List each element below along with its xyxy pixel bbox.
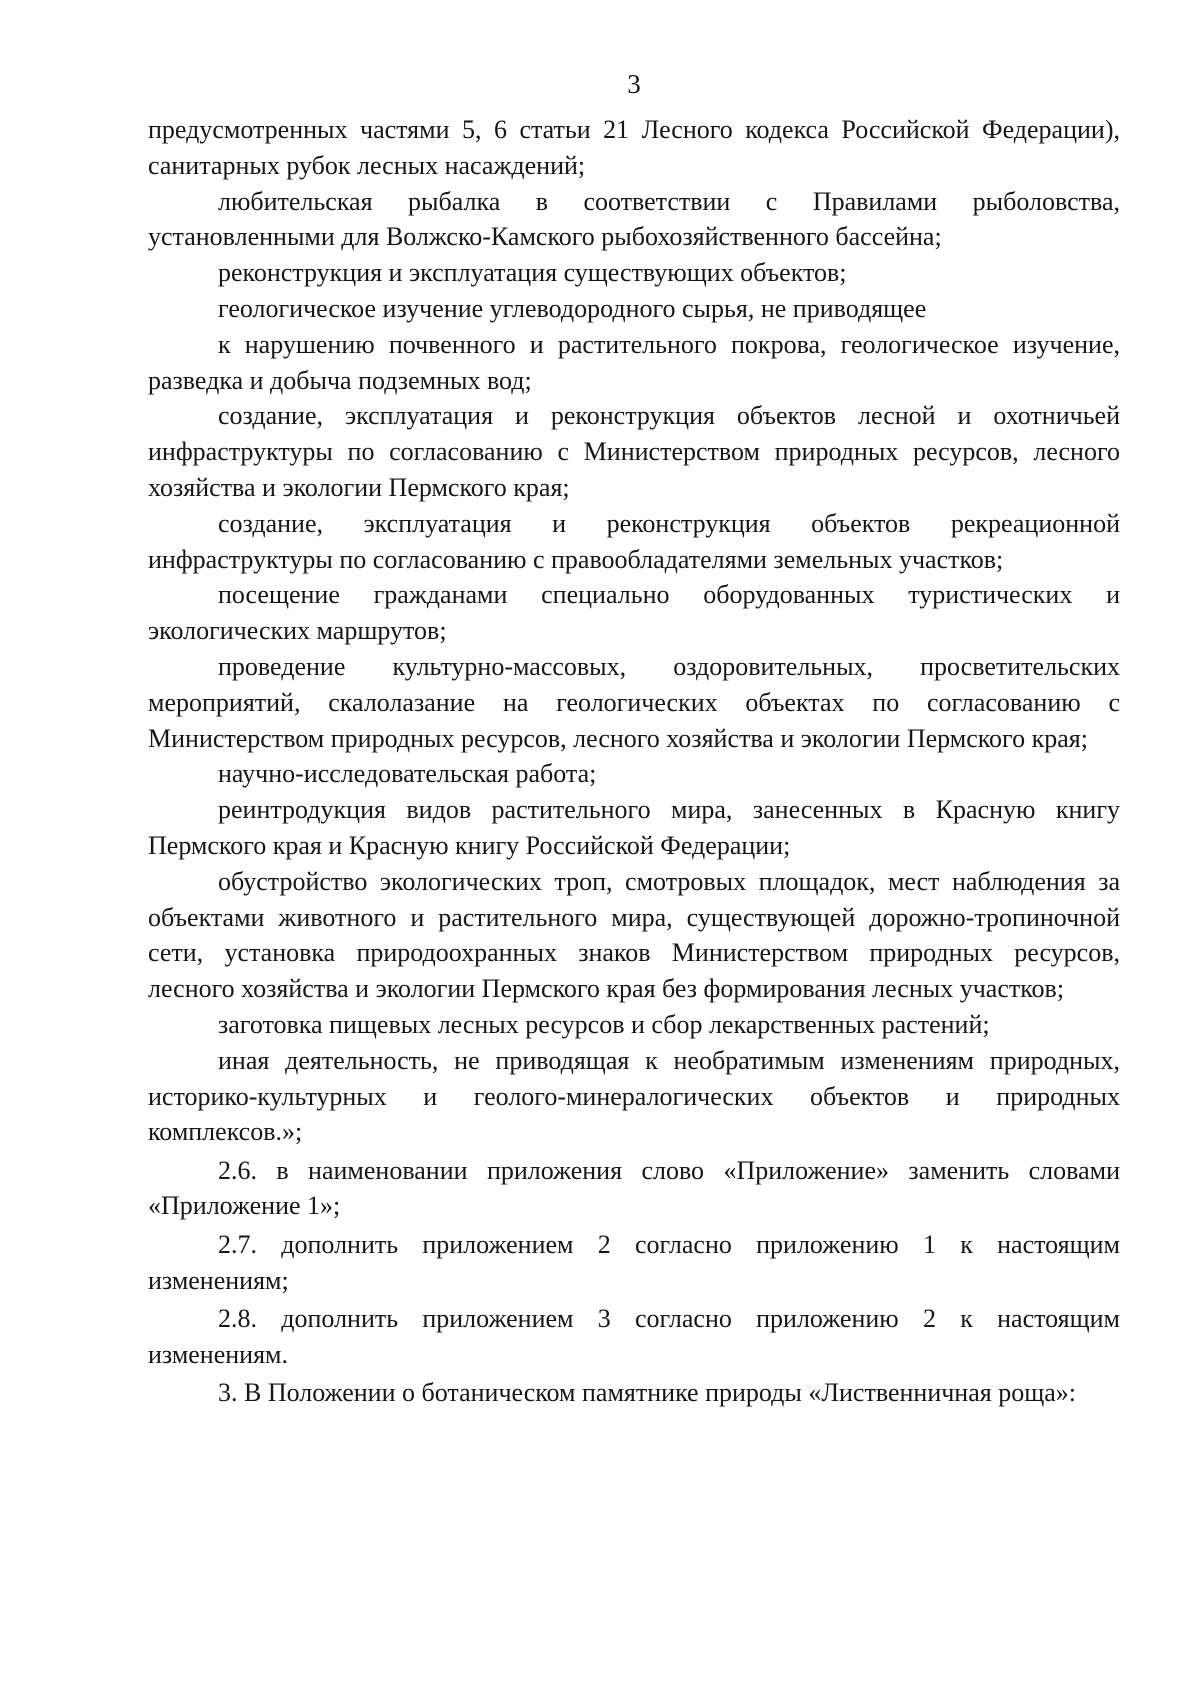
document-body	[148, 112, 1120, 1411]
paragraph-item-2-7: 2.7. дополнить приложением 2 согласно приложению 1 к настоящим изменениям;	[148, 1229, 1120, 1295]
paragraph-soil-violation: к нарушению почвенного и растительного покрова, геологическое изучение, разведка и добыча подземных вод;	[148, 329, 1120, 395]
paragraph-research-work: научно-исследовательская работа;	[218, 759, 597, 789]
paragraph-recreational-infrastructure: создание, эксплуатация и реконструкция объектов рекреационной инфраструктуры по согласованию с правообладателями земельных участков;	[148, 508, 1120, 574]
page-number: 3	[627, 69, 641, 99]
paragraph-item-2-8: 2.8. дополнить приложением 3 согласно приложению 2 к настоящим изменениям.	[148, 1303, 1120, 1369]
paragraph-other-activity: иная деятельность, не приводящая к необратимым изменениям природных, историко-культурных и геолого-минералогических объектов и природных комплексов.»;	[148, 1045, 1120, 1147]
paragraph-tourist-routes: посещение гражданами специально оборудованных туристических и экологических маршрутов;	[148, 580, 1120, 646]
paragraph-amateur-fishing: любительская рыбалка в соответствии с Правилами рыболовства, установленными для Волжско-Камского рыбохозяйственного бассейна;	[148, 186, 1120, 252]
paragraph-ecological-trails: обустройство экологических троп, смотровых площадок, мест наблюдения за объектами животного и растительного мира, существующей дорожно-тропиночной сети, установка природоохранных знаков Министерством природных ресурсов, лесного хозяйства и экологии Пермского края без формирования лесных участков;	[148, 866, 1120, 1004]
paragraph-food-resources: заготовка пищевых лесных ресурсов и сбор лекарственных растений;	[218, 1009, 990, 1039]
paragraph-reconstruction: реконструкция и эксплуатация существующих объектов;	[218, 258, 847, 288]
paragraph-geological-study: геологическое изучение углеводородного сырья, не приводящее	[218, 293, 927, 323]
paragraph-continuation: предусмотренных частями 5, 6 статьи 21 Лесного кодекса Российской Федерации), санитарных рубок лесных насаждений;	[148, 115, 1120, 180]
paragraph-item-3: 3. В Положении о ботаническом памятнике природы «Лиственничная роща»:	[218, 1377, 1076, 1407]
paragraph-reintroduction: реинтродукция видов растительного мира, занесенных в Красную книгу Пермского края и Красную книгу Российской Федерации;	[148, 795, 1120, 860]
paragraph-item-2-6: 2.6. в наименовании приложения слово «Приложение» заменить словами «Приложение 1»;	[148, 1155, 1120, 1221]
paragraph-cultural-events: проведение культурно-массовых, оздоровительных, просветительских мероприятий, скалолазание на геологических объектах по согласованию с Министерством природных ресурсов, лесного хозяйства и экологии Пермского края;	[148, 651, 1120, 753]
paragraph-forest-infrastructure: создание, эксплуатация и реконструкция объектов лесной и охотничьей инфраструктуры по согласованию с Министерством природных ресурсов, лесного хозяйства и экологии Пермского края;	[148, 401, 1120, 502]
